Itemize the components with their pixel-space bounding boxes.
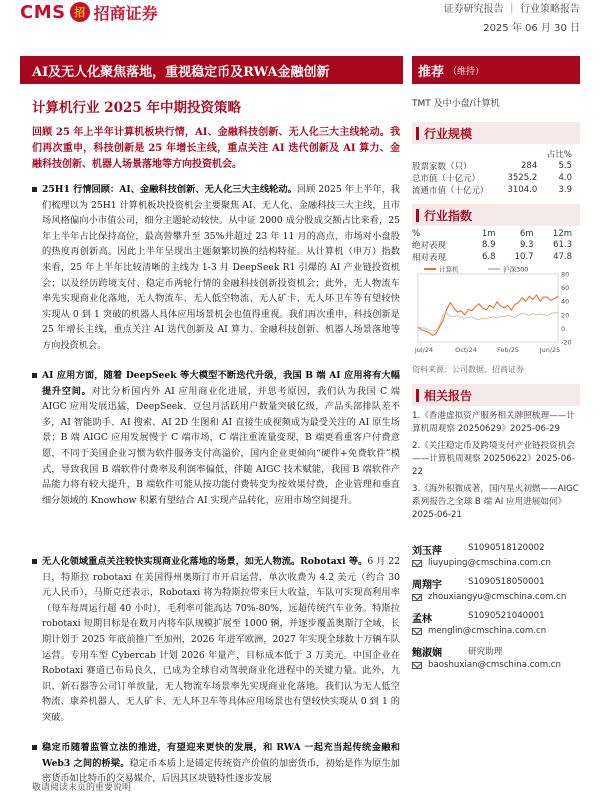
rating-label: 推荐 xyxy=(418,64,445,80)
section-marker-icon xyxy=(416,389,419,402)
analyst-entry xyxy=(412,610,580,644)
legend-label: 计算机 xyxy=(439,266,459,274)
report-meta xyxy=(444,0,580,34)
mail-icon xyxy=(412,662,422,669)
analyst-name: 刘玉萍 xyxy=(412,546,442,557)
analyst-entry xyxy=(412,576,580,610)
y-tick-label: -20 xyxy=(561,338,572,347)
mail-icon xyxy=(412,628,422,635)
analyst-code: S1090521040001 xyxy=(468,611,545,621)
bullet-square-icon xyxy=(32,373,37,378)
analyst-name: 鲍淑娴 xyxy=(412,648,442,659)
scale-table xyxy=(412,148,572,196)
bullet-text: 对比分析国内外 AI 应用商业化进展，并思考原因，我们认为我国 C 端 AIGC 应用发展迅猛，DeepSeek、豆包月活跃用户数量突破亿级，产品头部排队差不多，AI 智能助手、AI 搜索、AI 2D 生图和 AI 直接生成视频成为最受关注的 AI 原生场景；B 端 AIGC 应用发展慢于 C 端市场，C 端注重流量变现，B 端更看重客户付费意愿，不同于美国企业习惯为软件服务支付高溢价，国内企业更倾向“硬件+免费软件”模式，导致我国 B 端软件付费率及利润率偏低，伴随 AIGC 技术赋能，我国 B 端软件产品能力将有较大提升，B 端软件可能从按功能付费转变为按效果付费，企业管理和垂直细分领域的 Knowhow 积累有望结合 AI 实现产品转化，应用市场空间提升。 xyxy=(42,385,400,506)
legend-label: 沪深300 xyxy=(503,266,529,274)
sector-label: TMT 及中小盘/计算机 xyxy=(412,99,500,109)
scale-title-text: 行业规模 xyxy=(424,126,473,141)
table-row: 股票家数（只） 284 5.5 xyxy=(412,161,572,172)
bullet-lead: 25H1 行情回顾：AI、金融科技创新、无人化三大主线轮动。 xyxy=(42,184,297,195)
x-tick-label: Feb/25 xyxy=(497,346,519,354)
top-bar xyxy=(0,0,600,40)
y-tick-label: 60 xyxy=(561,284,570,293)
summary-paragraph: 回顾 25 年上半年计算机板块行情，AI、金融科技创新、无人化三大主线轮动。我们再次重申，科技创新是 25 年增长主线，重点关注 AI 迭代创新及 AI 算力、金融科技创新、机器人场景落地等方向投资机会。 xyxy=(32,127,400,170)
report-title: 计算机行业 2025 年中期投资策略 xyxy=(32,100,241,116)
analyst-code: S1090518120002 xyxy=(468,543,545,553)
related-section-title xyxy=(412,384,580,406)
related-reports xyxy=(412,410,580,526)
table-row: 绝对表现 8.9 9.3 61.3 xyxy=(412,240,572,251)
table-row: 相对表现 6.8 10.7 47.8 xyxy=(412,252,572,263)
rating-sub: （维持） xyxy=(448,66,485,77)
headline-text: AI及无人化聚焦落地，重视稳定币及RWA金融创新 xyxy=(32,64,330,80)
x-tick-label: Jun/25 xyxy=(539,346,561,354)
related-report-link[interactable]: 3.《海外积微成著，国内星火初燃——AIGC 系列报告之全球 B 端 AI 应用进展如何》2025-06-21 xyxy=(412,484,579,520)
analyst-entry xyxy=(412,542,580,576)
bullet-lead: 无人化领域重点关注较快实现商业化落地的场景，如无人物流。Robotaxi 等。 xyxy=(42,556,368,567)
bullet-text: 回顾 2025 年上半年，我们梳理以为 25H1 计算机板块投资机会主要聚焦 AI、无人化、金融科技三大主线，且市场风格偏向小市值公司，细分主题轮动较快。从中证 2000 成分股成交额占比来看，25 年上半年占比保持高位，最高曾攀升至 35%并超过 23 年 11 月的高点，市场对小盘股的热度再创新高。因此上半年呈现出主题频繁切换的结构特征。从计算机（申万）指数来看，25 年上半年比较清晰的主线为 1-3 月 DeepSeek R1 引爆的 AI 产业链投资机会；以及经历跨境支付、稳定币两轮行情的金融科技创新投资机会；此外，无人物流车率先实现商业化落地，无人物流车、无人低空物流、无人矿卡、无人环卫车等有望较快实现从 0 到 1 突破的机器人具体应用场景机会也值得重视。我们再次重申，科技创新是 25 年增长主线，重点关注 AI 迭代创新及 AI 算力、金融科技创新、机器人场景落地等方向投资机会。 xyxy=(42,184,400,351)
scale-header: 占比% xyxy=(546,150,572,160)
analyst-code: 研究助理 xyxy=(468,647,503,657)
logo-badge-icon: 招 xyxy=(70,2,90,22)
analyst-email[interactable]: liuyuping@cmschina.com.cn xyxy=(428,558,551,568)
related-title-text: 相关报告 xyxy=(424,388,473,403)
report-date: 2025 年 06 月 30 日 xyxy=(483,23,580,34)
bullet-square-icon xyxy=(32,745,37,750)
bullet-text: 6 月 22 日，特斯拉 robotaxi 在美国得州奥斯汀市开启运营，单次收费为 4.2 美元（约合 30 元人民币），马斯克还表示，Robotaxi 将为特斯拉带来巨大收益，车队可实现高利用率（每车每周运行超 40 小时），毛利率可能高达 70%-80%，远超传统汽车业务。特斯拉 robotaxi 短期目标是在数月内将车队规模扩展至 1000 辆，并逐步覆盖奥斯汀全域，长期计划于 2025 年底前推广至加州，2026 年进军欧洲，2027 年实现全球数十万辆车队运营。专用车型 Cybercab 计划 2026 年量产，目标成本低于 3 万美元。中国企业在 Robotaxi 赛道已布局良久，已成为全球自动驾驶商业化进程中的关键力量。此外，九识、新石器等公司订单放量，无人物流车场景率先实现商业化落地。我们认为无人低空物流、康养机器人、无人矿卡、无人环卫车等具体应用场景也有望较快实现从 0 到 1 的突破。 xyxy=(42,556,400,723)
x-tick-label: Jul/24 xyxy=(414,346,434,354)
analyst-email[interactable]: zhouxiangyu@cmschina.com.cn xyxy=(428,592,567,602)
analyst-list xyxy=(412,542,580,678)
bullet-text: 稳定币本质上是锚定传统资产价值的加密货币，初始是作为原生加密货币如比特币的交易媒介，后因其区块链特性逐步发展 xyxy=(42,757,400,785)
table-header-row: % 1m 6m 12m xyxy=(412,228,572,239)
y-tick-label: 40 xyxy=(561,297,570,306)
index-title-text: 行业指数 xyxy=(424,208,473,223)
y-tick-label: 0 xyxy=(561,324,566,333)
section-marker-icon xyxy=(416,209,419,222)
logo-latin: CMS xyxy=(20,1,66,23)
analyst-name: 周翔宇 xyxy=(412,580,442,591)
y-tick-label: 80 xyxy=(561,270,570,279)
bullet-item xyxy=(32,554,400,740)
bullet-lead: AI 应用方面，随着 DeepSeek 等大模型不断迭代升级，我国 B 端 AI 应用将有大幅提升空间。 xyxy=(42,370,400,397)
analyst-entry xyxy=(412,644,580,678)
bullet-list xyxy=(32,182,400,800)
table-row: 总市值（十亿元） 3525.2 4.0 xyxy=(412,173,572,184)
related-report-link[interactable]: 1.《香港虚拟资产服务相关牌照梳理——计算机周观察 20250629》2025-06-29 xyxy=(412,411,575,434)
rating-banner xyxy=(412,56,580,84)
footer-note: 敬请阅读末页的重要说明 xyxy=(32,783,132,793)
bullet-item xyxy=(32,182,400,368)
bullet-item xyxy=(32,368,400,554)
bullet-square-icon xyxy=(32,187,37,192)
analyst-email[interactable]: menglin@cmschina.com.cn xyxy=(428,626,547,636)
index-table xyxy=(412,228,572,263)
mail-icon xyxy=(412,594,422,601)
brand-logo xyxy=(20,0,158,24)
index-line-chart xyxy=(412,266,580,358)
analyst-name: 孟林 xyxy=(412,614,432,625)
bullet-square-icon xyxy=(32,559,37,564)
analyst-code: S1090518050001 xyxy=(468,577,545,587)
index-section-title xyxy=(412,204,580,226)
table-row: 流通市值（十亿元） 3104.0 3.9 xyxy=(412,185,572,196)
logo-chinese: 招商证券 xyxy=(93,3,158,23)
y-tick-label: 20 xyxy=(561,311,570,320)
scale-section-title xyxy=(412,122,580,144)
related-report-link[interactable]: 2.《关注稳定币及跨境支付产业链投资机会——计算机周观察 20250622》2025-06-22 xyxy=(412,441,575,477)
mail-icon xyxy=(412,560,422,567)
report-type: 证券研究报告 ｜ 行业策略报告 xyxy=(443,4,580,15)
x-tick-label: Oct/24 xyxy=(455,346,477,354)
headline-banner xyxy=(20,56,403,84)
chart-source: 资料来源：公司数据、招商证券 xyxy=(412,365,524,374)
section-marker-icon xyxy=(416,127,419,140)
analyst-email[interactable]: baoshuxian@cmschina.com.cn xyxy=(428,660,561,670)
bullet-lead: 稳定币随着监管立法的推进，有望迎来更快的发展，和 RWA 一起充当起传统金融和 Web3 之间的桥梁。 xyxy=(42,742,400,769)
